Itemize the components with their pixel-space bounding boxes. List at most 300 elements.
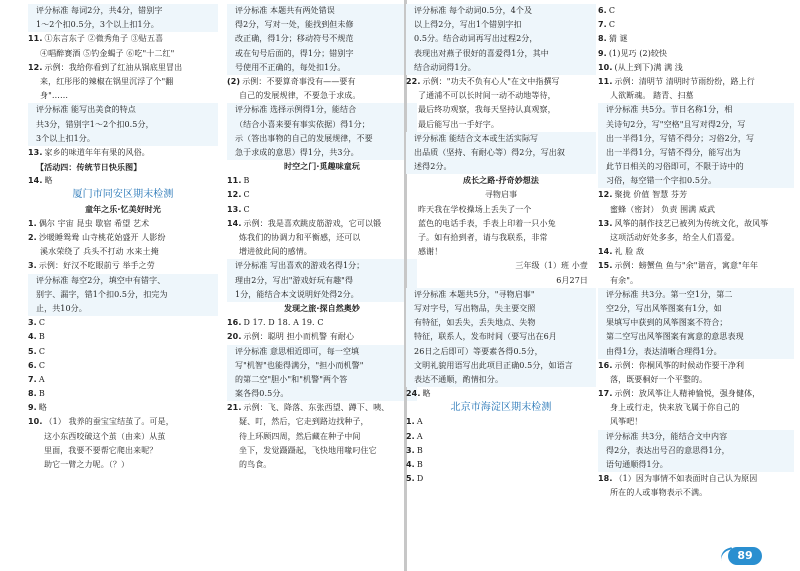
scoring-criteria-line [227, 288, 417, 302]
scoring-criteria-text: 评分标准 每个动词0.5分，4个及 [414, 6, 533, 15]
subsection-title [406, 174, 596, 188]
question-line [598, 359, 794, 373]
question-number: 24. [406, 389, 421, 399]
question-line [28, 401, 218, 415]
scoring-criteria-text: 理由2分，写出"游戏好玩有趣"得 [235, 275, 354, 285]
question-line [28, 61, 218, 75]
scoring-criteria-line [28, 118, 218, 132]
scoring-criteria-line [227, 345, 417, 359]
answer-text: 昨天我在学校操场上丢失了一个 [418, 204, 532, 214]
answer-text: B [243, 176, 250, 186]
continuation-line [227, 444, 417, 458]
scoring-criteria-line [227, 359, 417, 373]
question-number: 18. [598, 474, 613, 484]
question-line [227, 316, 417, 330]
continuation-line [406, 231, 596, 245]
subsection-title [227, 302, 417, 316]
answer-text: 偶尔 宇宙 昆虫 歇宿 希望 艺术 [38, 218, 150, 228]
scoring-criteria-line [227, 32, 417, 46]
scoring-criteria-text: 急于求成的意思）得1分，共3分。 [235, 147, 359, 157]
question-number: 10. [598, 62, 613, 72]
answer-text: 示例：不要算奇事没有——要有 [242, 76, 356, 86]
continuation-line [406, 89, 596, 103]
scoring-criteria-line [227, 274, 417, 288]
scoring-criteria-text: 习俗，每空错一个字扣0.5分。 [606, 176, 717, 186]
question-line [28, 146, 218, 160]
answer-text: 待上环顾四周，然后藏在种子中间 [239, 431, 361, 441]
answer-text: 蓝色的电话手表，手表上印着一只小兔 [418, 218, 556, 228]
question-line [28, 387, 218, 401]
answer-text: 示例：我是喜欢跳皮筋游戏，它可以锻 [243, 218, 382, 228]
question-line [598, 387, 794, 401]
scoring-criteria-line [227, 259, 417, 273]
scoring-criteria-line [406, 316, 596, 330]
answer-text: 的鸟食。 [239, 460, 272, 469]
question-line [28, 32, 218, 46]
scoring-criteria-line [227, 387, 417, 401]
question-line [598, 75, 794, 89]
answer-text: C [38, 360, 46, 370]
scoring-criteria-text: 关诗句2分，写"空格"且写对得2分，写 [606, 119, 746, 129]
scoring-criteria-line [598, 146, 794, 160]
scoring-criteria-text: 评分标准 选择示例得1分，能结合 [235, 105, 357, 115]
scoring-criteria-text: 述得2分。 [414, 162, 452, 172]
scoring-criteria-line [406, 47, 596, 61]
scoring-criteria-line [406, 132, 596, 146]
scoring-criteria-line [227, 47, 417, 61]
scoring-criteria-text: 空2分，写出风筝图案有1分，如 [606, 303, 722, 313]
scoring-criteria-text: 评分标准 能写出美食的特点 [36, 105, 136, 115]
answer-text: 示例：你桐风筝的时候动作要干净利 [614, 360, 745, 370]
continuation-line [28, 89, 218, 103]
answer-text: 所在的人或事物表示不满。 [610, 488, 708, 498]
continuation-line [406, 103, 596, 117]
answer-text: C [608, 6, 616, 15]
section-title [406, 401, 596, 415]
subsection-title-text: 发现之旅·探自然奥妙 [283, 303, 361, 313]
scoring-criteria-line [598, 345, 794, 359]
answer-text: 示例：飞、降落、东张西望、蹲下、咦、 [243, 403, 390, 413]
question-number: 13. [227, 204, 242, 214]
answer-text: 助它一臂之力呢。（？） [44, 460, 130, 469]
continuation-line [227, 231, 417, 245]
question-number: 8. [598, 34, 607, 44]
answer-text: 疑、叮，然后，它走到路边找种子， [239, 417, 369, 427]
question-line [227, 330, 417, 344]
answer-text: 示例：聪明 担小而机警 有耐心 [243, 332, 355, 342]
continuation-line [28, 444, 218, 458]
scoring-criteria-line [406, 146, 596, 160]
subsection-title-text: 时空之门·觅趣味童玩 [283, 162, 361, 172]
continuation-line [406, 217, 596, 231]
scoring-criteria-line [598, 444, 794, 458]
scoring-criteria-line [406, 32, 596, 46]
scoring-criteria-text: 出品质（坚持、有耐心等）得2分，写出叙 [414, 147, 565, 157]
scoring-criteria-text: 由得1分，表达清晰合理得1分。 [606, 346, 722, 356]
question-line [227, 217, 417, 231]
answer-text: C [243, 190, 250, 200]
continuation-line [598, 373, 794, 387]
answer-text: 沙暖睡鸳鸯 山寺桃花始盛开 人影纷 [38, 233, 166, 242]
question-line [598, 47, 794, 61]
question-line [598, 245, 794, 259]
scoring-criteria-text: 评分标准 共5分。节日名称1分，相 [606, 105, 733, 115]
answer-text: 示例：清明节 清明时节雨纷纷，路上行 [614, 76, 755, 86]
answer-text: 了通浦不可以长时间一动不动地等待， [418, 91, 556, 101]
column-4 [598, 4, 794, 501]
scoring-criteria-line [598, 316, 794, 330]
question-line [406, 458, 596, 472]
answer-text: 炼我们的协调力和平衡感，还可以 [239, 233, 361, 242]
answer-text: C [38, 318, 46, 328]
question-line [227, 401, 417, 415]
scoring-criteria-line [227, 373, 417, 387]
scoring-criteria-text: 评分标准 共3分，能结合文中内容 [606, 431, 728, 441]
answer-text: 感谢！ [418, 247, 443, 257]
answer-text: 落，既要桐好一个平整的。 [610, 374, 708, 384]
question-line [227, 75, 417, 89]
question-number: 17. [598, 389, 613, 399]
scoring-criteria-line [227, 4, 417, 18]
scoring-criteria-text: 评分标准 每词2分，共4分，错别字 [36, 6, 163, 15]
question-line [28, 415, 218, 429]
answer-text: 子。如有拾到者，请与我联系，非常 [418, 233, 548, 242]
question-number: 7. [598, 20, 607, 30]
answer-text: ①东言东子 ②微秀角子 ③贴五喜 [44, 34, 164, 44]
column-3 [406, 4, 596, 486]
answer-text: 来，红彤彤的辣椒在锅里沉浮了个"翻 [40, 76, 174, 86]
scoring-criteria-line [28, 274, 218, 288]
scoring-criteria-line [406, 288, 596, 302]
scoring-criteria-line [406, 61, 596, 75]
subsection-title-text: 童年之乐·忆美好时光 [84, 204, 162, 214]
answer-text: 示例：放风筝让人精神愉悦，强身健体， [614, 389, 761, 399]
question-number: 2. [406, 431, 415, 441]
continuation-line [227, 458, 417, 472]
question-number: 15. [598, 261, 613, 271]
scoring-criteria-line [598, 103, 794, 117]
scoring-criteria-text: 评分标准 意思相近即可，每一空填 [235, 346, 360, 356]
answer-text: B [416, 445, 423, 455]
question-line [406, 430, 596, 444]
question-line [28, 373, 218, 387]
question-line [598, 18, 794, 32]
scoring-criteria-line [406, 330, 596, 344]
scoring-criteria-line [406, 18, 596, 32]
answer-text: D 17. D 18. A 19. C [243, 318, 324, 328]
scoring-criteria-text: 示（答出事物的自己的发展规律，不要 [235, 133, 373, 143]
question-number: 7. [28, 374, 37, 384]
answer-text: 猜 谜 [608, 34, 628, 44]
answer-text: 示例：我给你看到了红油从锅底里冒出 [44, 62, 183, 72]
question-number: 13. [28, 147, 43, 157]
answer-text: C [38, 346, 46, 356]
question-number: (2) [227, 76, 241, 86]
question-line [598, 472, 794, 486]
scoring-criteria-text: 共3分，错别字1～2个扣0.5分， [36, 119, 154, 129]
notice-signature [406, 274, 596, 288]
continuation-line [598, 203, 794, 217]
scoring-criteria-text: 26日之后即可）等要素各得0.5分， [414, 346, 543, 356]
scoring-criteria-text: 第二空写出风筝图案有寓意的意思表现 [606, 332, 744, 342]
answer-text: 风筝的制作技艺已被列为传统文化，故风筝 [614, 218, 769, 228]
scoring-criteria-line [598, 132, 794, 146]
question-number: 16. [227, 318, 242, 328]
scoring-criteria-line [227, 146, 417, 160]
scoring-criteria-text: 文明礼貌用语写出此项目正确0.5分，如语言 [414, 360, 573, 370]
scoring-criteria-line [227, 132, 417, 146]
answer-text: ④唱醉赛酒 ⑤钓金蝎子 ⑥吃"十二红" [40, 48, 175, 58]
scoring-criteria-line [598, 174, 794, 188]
question-number: 13. [598, 218, 613, 228]
scoring-criteria-text: 出一半得1分，写错不得分；习俗2分，写 [606, 133, 755, 143]
subsection-title-text: 成长之路·抒奇妙想法 [462, 176, 540, 186]
notice-title [406, 188, 596, 202]
answer-text: （1） 我养的蚕宝宝结茧了。可是， [44, 417, 174, 427]
scoring-criteria-text: 表现出对燕子很好的喜爱得1分，其中 [414, 48, 549, 58]
subsection-title [28, 203, 218, 217]
scoring-criteria-line [28, 103, 218, 117]
question-number: 12. [598, 190, 613, 200]
scoring-criteria-text: 得2分，表达出号召的意思得1分， [606, 445, 730, 455]
answer-text: A [416, 431, 423, 441]
answer-text: 最后能写出一手好字。 [418, 119, 499, 129]
notice-signature [406, 259, 596, 273]
question-number: 8. [28, 389, 37, 399]
activity-heading-text: 【活动四：传统节日快乐图】 [36, 162, 142, 173]
scoring-criteria-line [406, 160, 596, 174]
scoring-criteria-line [598, 458, 794, 472]
answer-text: 示例：好汉不吃眼前亏 举手之劳 [38, 261, 155, 271]
question-number: 9. [598, 48, 607, 58]
scoring-criteria-text: 以上得2分，写出1个错别字扣 [414, 20, 522, 30]
scoring-criteria-text: 号使用不正确的，每处扣1分。 [235, 62, 346, 72]
section-title-text: 北京市海淀区期末检测 [450, 402, 552, 414]
scoring-criteria-text: 别字、漏字，错1个扣0.5分，扣完为 [36, 289, 168, 299]
scoring-criteria-line [28, 4, 218, 18]
scoring-criteria-text: 特征，联系人，发布时间（要写出在6月 [414, 332, 557, 342]
question-number: 21. [227, 403, 242, 413]
question-line [598, 4, 794, 18]
answer-text: 这小东西咬破这个茧（由来）从茧 [44, 431, 166, 441]
question-number: 16. [598, 360, 613, 370]
answer-text: 略 [38, 403, 47, 413]
question-line [28, 345, 218, 359]
scoring-criteria-text: 0.5分。结合动词再写出过程2分， [414, 34, 538, 44]
answer-text: 身"…… [40, 91, 69, 101]
continuation-line [28, 75, 218, 89]
answer-text: 示例："功夫不负有心人"在文中指撰写 [422, 76, 560, 86]
continuation-line [227, 415, 417, 429]
scoring-criteria-text: 出一半得1分，写错不得分，能写出为 [606, 147, 741, 157]
question-line [28, 259, 218, 273]
continuation-line [406, 118, 596, 132]
scoring-criteria-text: 此节日相关的习俗即可，不限于诗中的 [606, 162, 744, 172]
notice-title-text: 寻物启事 [484, 190, 518, 200]
scoring-criteria-text: 案各得0.5分。 [235, 389, 289, 399]
scoring-criteria-text: 得2分，写对一处，能找到但未修 [235, 20, 354, 30]
answer-text: C [243, 204, 250, 214]
continuation-line [406, 203, 596, 217]
notice-signature-text: 6月27日 [556, 275, 588, 285]
column-2 [227, 4, 417, 472]
question-line [28, 316, 218, 330]
question-line [406, 444, 596, 458]
scoring-criteria-line [28, 302, 218, 316]
scoring-criteria-text: 语句通顺得1分。 [606, 460, 668, 469]
scoring-criteria-line [598, 288, 794, 302]
answer-text: A [38, 374, 45, 384]
question-number: 12. [227, 190, 242, 200]
question-line [598, 61, 794, 75]
question-number: 4. [406, 460, 415, 469]
question-number: 11. [227, 176, 242, 186]
scoring-criteria-line [28, 132, 218, 146]
answer-text: C [608, 20, 616, 30]
scoring-criteria-line [598, 302, 794, 316]
question-number: 3. [406, 445, 415, 455]
scoring-criteria-text: 评分标准 共3分。第一空1分，第二 [606, 289, 733, 299]
question-line [28, 359, 218, 373]
scoring-criteria-text: 表达不通顺，酌情扣分。 [414, 374, 504, 384]
question-number: 14. [227, 218, 242, 228]
section-title [28, 188, 218, 202]
question-number: 4. [28, 332, 37, 342]
continuation-line [227, 245, 417, 259]
scoring-criteria-text: 评分标准 本题共有两处错误 [235, 6, 335, 15]
scoring-criteria-line [28, 18, 218, 32]
subsection-title [227, 160, 417, 174]
scoring-criteria-line [406, 345, 596, 359]
question-number: 20. [227, 332, 242, 342]
question-line [28, 231, 218, 245]
question-line [598, 188, 794, 202]
scoring-criteria-line [598, 160, 794, 174]
answer-text: 示例：螃蟹鱼 鱼与"余"谐音，寓意"年年 [614, 261, 759, 271]
scoring-criteria-line [227, 18, 417, 32]
scoring-criteria-text: 3个以上扣1分。 [36, 133, 95, 143]
answer-text: 增进彼此间的感情。 [239, 247, 312, 257]
answer-text: 人欲断魂。 踏青、扫墓 [610, 91, 694, 101]
question-number: 6. [28, 360, 37, 370]
scoring-criteria-line [598, 330, 794, 344]
scoring-criteria-text: （结合小喜来要有事实依据）得1分； [235, 119, 370, 129]
scoring-criteria-text: 写对字号，写出物品，失主要交照 [414, 303, 536, 313]
answer-text: B [38, 332, 45, 342]
scoring-criteria-text: 评分标准 本题共5分，"寻物启事" [414, 289, 535, 299]
continuation-line [227, 430, 417, 444]
question-number: 5. [28, 346, 37, 356]
scoring-criteria-line [406, 302, 596, 316]
page-number-badge: 89 [728, 547, 762, 565]
question-number: 6. [598, 6, 607, 15]
scoring-criteria-text: 1～2个扣0.5分，3个以上扣1分。 [36, 20, 159, 30]
answer-text: D [416, 474, 424, 484]
question-number: 3. [28, 261, 37, 271]
continuation-line [28, 430, 218, 444]
continuation-line [28, 458, 218, 472]
continuation-line [598, 274, 794, 288]
scoring-criteria-line [28, 288, 218, 302]
question-number: 9. [28, 403, 37, 413]
continuation-line [598, 89, 794, 103]
continuation-line [406, 245, 596, 259]
question-line [227, 188, 417, 202]
scoring-criteria-line [406, 373, 596, 387]
answer-text: 自己的发展规律，不要急于求成。 [239, 91, 361, 101]
answer-text: 里面，我要不要帮它爬出来呢？ [44, 445, 158, 455]
question-line [406, 415, 596, 429]
scoring-criteria-text: 有特征，如丢失，丢失地点、失物 [414, 318, 536, 328]
answer-text: 有余"。 [610, 275, 639, 285]
continuation-line [598, 415, 794, 429]
continuation-line [28, 245, 218, 259]
answer-text: (1)见巧 (2)较快 [608, 48, 668, 58]
scoring-criteria-text: 评分标准 能结合文本或生活实际写 [414, 133, 539, 143]
answer-text: 礼 脸 敌 [614, 247, 645, 257]
answer-text: 略 [44, 176, 53, 186]
question-number: 1. [28, 218, 37, 228]
scoring-criteria-text: 写"机智"也能得满分，"担小而机警" [235, 360, 364, 370]
answer-text: A [416, 417, 423, 427]
answer-text: 家乡的味道年年有果的风俗。 [44, 147, 150, 157]
scoring-criteria-line [406, 359, 596, 373]
column-1 [28, 4, 218, 472]
answer-text: (从上到下)满 满 浅 [614, 62, 683, 72]
question-number: 10. [28, 417, 43, 427]
question-line [406, 387, 596, 401]
answer-text: 溪水荣绕了 兵头不打动 水来土掩 [40, 247, 159, 257]
continuation-line [598, 401, 794, 415]
scoring-criteria-line [406, 4, 596, 18]
scoring-criteria-text: 止，共10分。 [36, 303, 87, 313]
scoring-criteria-line [227, 118, 417, 132]
notice-signature-text: 三年级（1）班 小壹 [515, 261, 588, 271]
question-line [406, 472, 596, 486]
scoring-criteria-text: 果填写中获到的风筝图案不符合； [606, 318, 728, 328]
scoring-criteria-line [227, 61, 417, 75]
scoring-criteria-text: 评分标准 写出喜欢的游戏名得1分； [235, 261, 365, 271]
scoring-criteria-line [598, 118, 794, 132]
answer-text: B [416, 460, 423, 469]
continuation-line [598, 231, 794, 245]
section-title-text: 厦门市同安区期末检测 [72, 189, 174, 201]
answer-text: （1）因为事情不如表面时自己认为原因 [614, 474, 758, 484]
question-line [227, 174, 417, 188]
question-number: 11. [28, 34, 43, 44]
answer-text: 略 [422, 389, 431, 399]
scoring-criteria-text: 的第二空"胆小"和"机警"两个答 [235, 374, 348, 384]
question-number: 5. [406, 474, 415, 484]
answer-text: 这项活动好处多多，给全人们喜爱。 [610, 233, 740, 242]
question-line [28, 217, 218, 231]
question-line [598, 259, 794, 273]
continuation-line [227, 89, 417, 103]
question-number: 11. [598, 76, 613, 86]
answer-text: 身上或行走，快来放飞属于你自己的 [610, 403, 740, 413]
question-line [28, 330, 218, 344]
activity-heading [28, 160, 218, 174]
question-number: 1. [406, 417, 415, 427]
scoring-criteria-text: 1分，能结合本文说明好处得2分。 [235, 289, 359, 299]
question-number: 3. [28, 318, 37, 328]
question-line [28, 174, 218, 188]
answer-text: B [38, 389, 45, 399]
scoring-criteria-text: 改正确，得1分；移动符号不规范 [235, 34, 354, 44]
question-number: 22. [406, 76, 421, 86]
continuation-line [598, 486, 794, 500]
question-line [227, 203, 417, 217]
